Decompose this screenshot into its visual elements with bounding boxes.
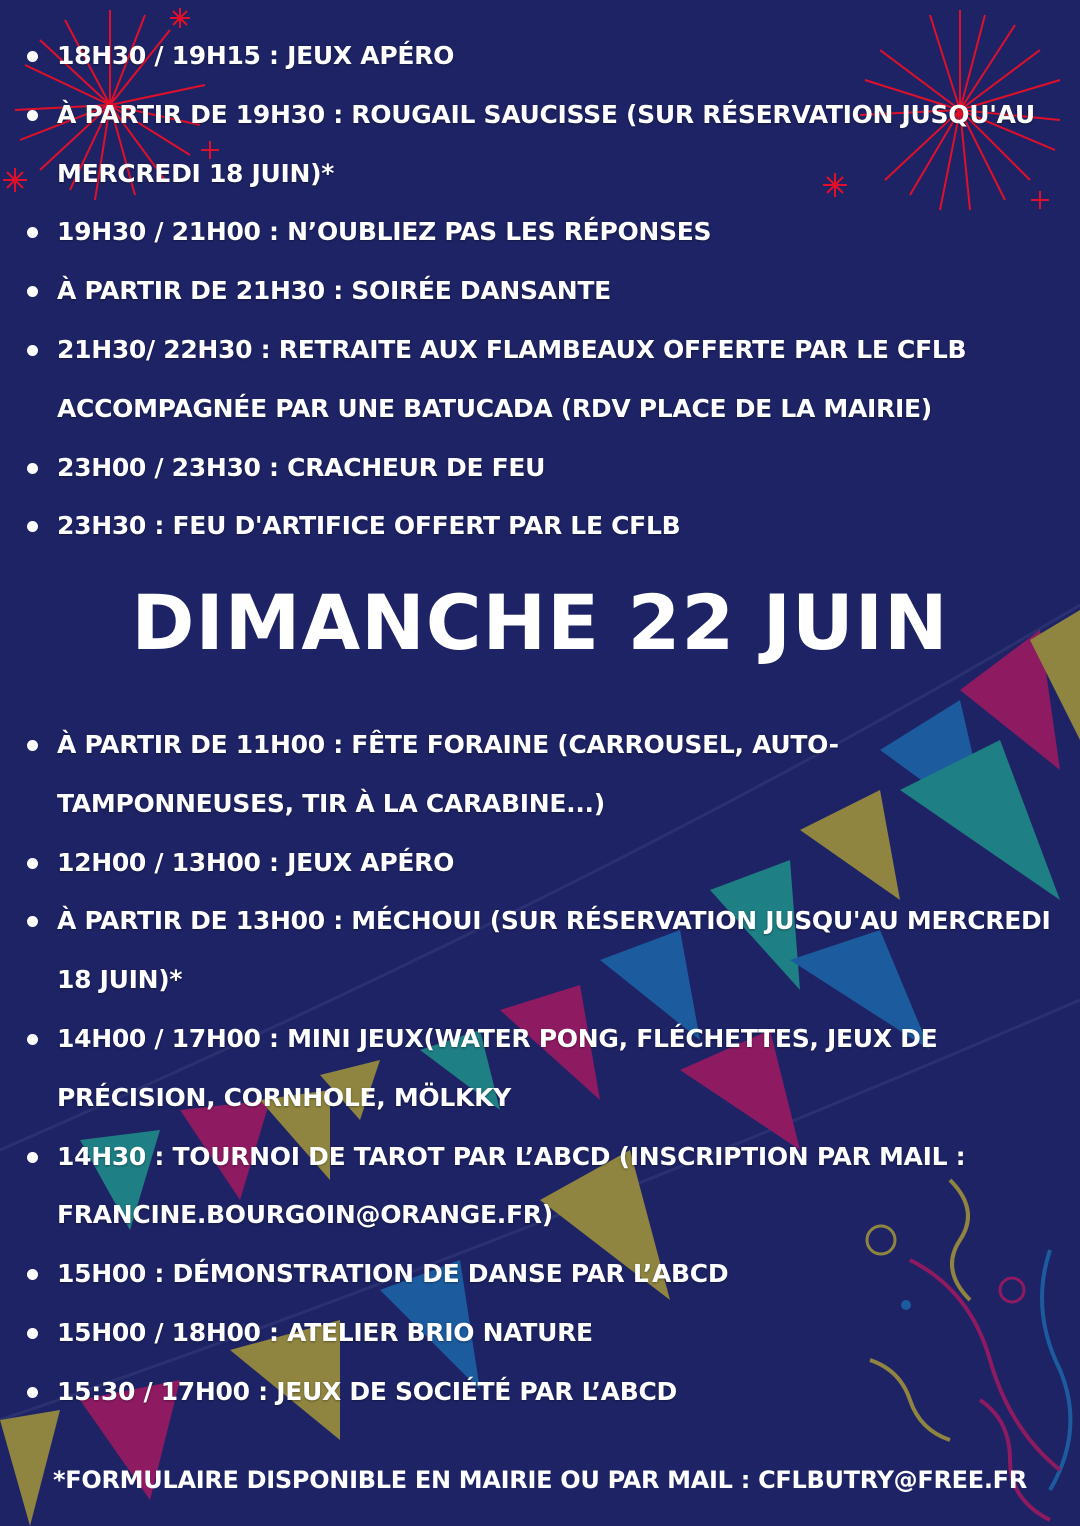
schedule-item: À PARTIR DE 19H30 : ROUGAIL SAUCISSE (SUR RÉSERVATION JUSQU'AU MERCREDI 18 JUIN)* <box>0 86 1080 204</box>
schedule-item: 15H00 : DÉMONSTRATION DE DANSE PAR L’ABCD <box>0 1245 1080 1304</box>
schedule-item: 12H00 / 13H00 : JEUX APÉRO <box>0 834 1080 893</box>
footnote: *FORMULAIRE DISPONIBLE EN MAIRIE OU PAR MAIL : CFLBUTRY@FREE.FR <box>53 1466 1027 1494</box>
schedule-item: 14H30 : TOURNOI DE TAROT PAR L’ABCD (INSCRIPTION PAR MAIL : FRANCINE.BOURGOIN@ORANGE.FR) <box>0 1128 1080 1246</box>
sunday-heading: DIMANCHE 22 JUIN <box>131 578 949 667</box>
schedule-item: À PARTIR DE 21H30 : SOIRÉE DANSANTE <box>0 262 1080 321</box>
saturday-schedule-list <box>0 27 1080 556</box>
schedule-item: 23H00 / 23H30 : CRACHEUR DE FEU <box>0 439 1080 498</box>
schedule-item: 18H30 / 19H15 : JEUX APÉRO <box>0 27 1080 86</box>
schedule-item: 14H00 / 17H00 : MINI JEUX(WATER PONG, FLÉCHETTES, JEUX DE PRÉCISION, CORNHOLE, MÖLKKY <box>0 1010 1080 1128</box>
schedule-item: 15:30 / 17H00 : JEUX DE SOCIÉTÉ PAR L’ABCD <box>0 1363 1080 1422</box>
schedule-item: 15H00 / 18H00 : ATELIER BRIO NATURE <box>0 1304 1080 1363</box>
schedule-item: 23H30 : FEU D'ARTIFICE OFFERT PAR LE CFLB <box>0 497 1080 556</box>
schedule-item: À PARTIR DE 11H00 : FÊTE FORAINE (CARROUSEL, AUTO-TAMPONNEUSES, TIR À LA CARABINE...) <box>0 716 1080 834</box>
schedule-item: À PARTIR DE 13H00 : MÉCHOUI (SUR RÉSERVATION JUSQU'AU MERCREDI 18 JUIN)* <box>0 892 1080 1010</box>
schedule-item: 21H30/ 22H30 : RETRAITE AUX FLAMBEAUX OFFERTE PAR LE CFLB ACCOMPAGNÉE PAR UNE BATUCADA (RDV PLACE DE LA MAIRIE) <box>0 321 1080 439</box>
schedule-item: 19H30 / 21H00 : N’OUBLIEZ PAS LES RÉPONSES <box>0 203 1080 262</box>
sunday-schedule-list <box>0 716 1080 1422</box>
